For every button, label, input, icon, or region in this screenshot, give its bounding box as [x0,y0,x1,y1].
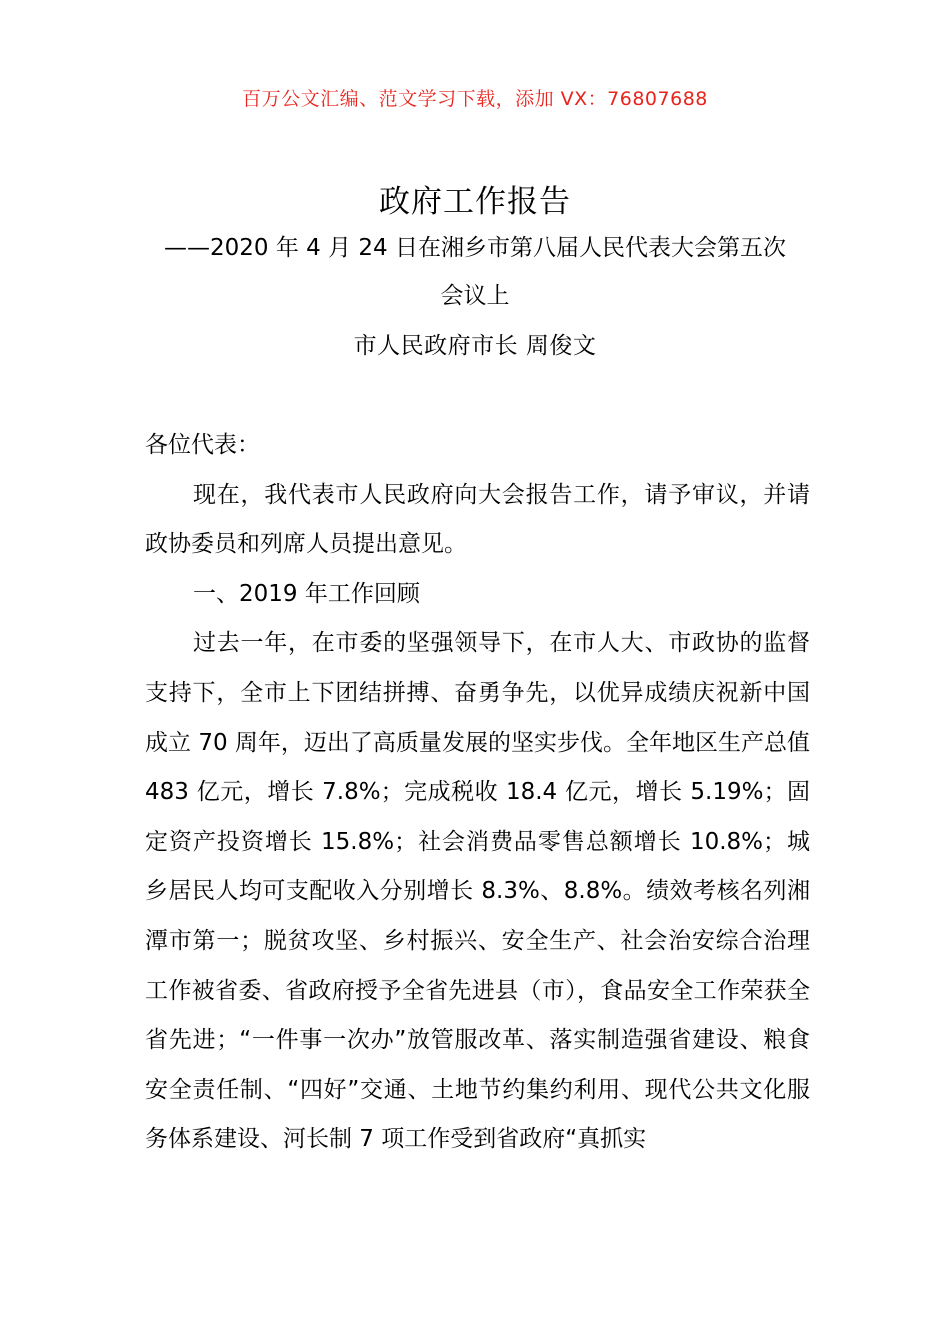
document-subtitle-line2: 会议上 [440,283,510,309]
paragraph-intro: 现在，我代表市人民政府向大会报告工作，请予审议，并请政协委员和列席人员提出意见。 [145,481,810,558]
document-title: 政府工作报告 [379,184,571,220]
paragraph-review: 过去一年，在市委的坚强领导下，在市人大、市政协的监督支持下，全市上下团结拼搏、奋勇争先，以优异成绩庆祝新中国成立 70 周年，迈出了高质量发展的坚实步伐。全年地区生产总值 483 亿元，增长 7.8%；完成税收 18.4 亿元，增长 5.19%；固定资产投资增长 15.8%；社会消费品零售总额增长 10.8%；城乡居民人均可支配收入分别增长 8.3%、8.8%。绩效考核名列湘潭市第一；脱贫攻坚、乡村振兴、安全生产、社会治安综合治理工作被省委、省政府授予全省先进县（市），食品安全工作荣获全省先进；“一件事一次办”放管服改革、落实制造强省建设、粮食安全责任制、“四好”交通、土地节约集约利用、现代公共文化服务体系建设、河长制 7 项工作受到省政府“真抓实 [145,630,810,1153]
header-watermark-note: 百万公文汇编、范文学习下载，添加 VX：76807688 [242,88,708,110]
salutation: 各位代表： [145,432,260,458]
document-body [145,421,810,1165]
document-subtitle-line1: ——2020 年 4 月 24 日在湘乡市第八届人民代表大会第五次 [164,235,786,261]
section-heading-review: 一、2019 年工作回顾 [193,580,420,607]
document-author: 市人民政府市长 周俊文 [353,333,597,359]
